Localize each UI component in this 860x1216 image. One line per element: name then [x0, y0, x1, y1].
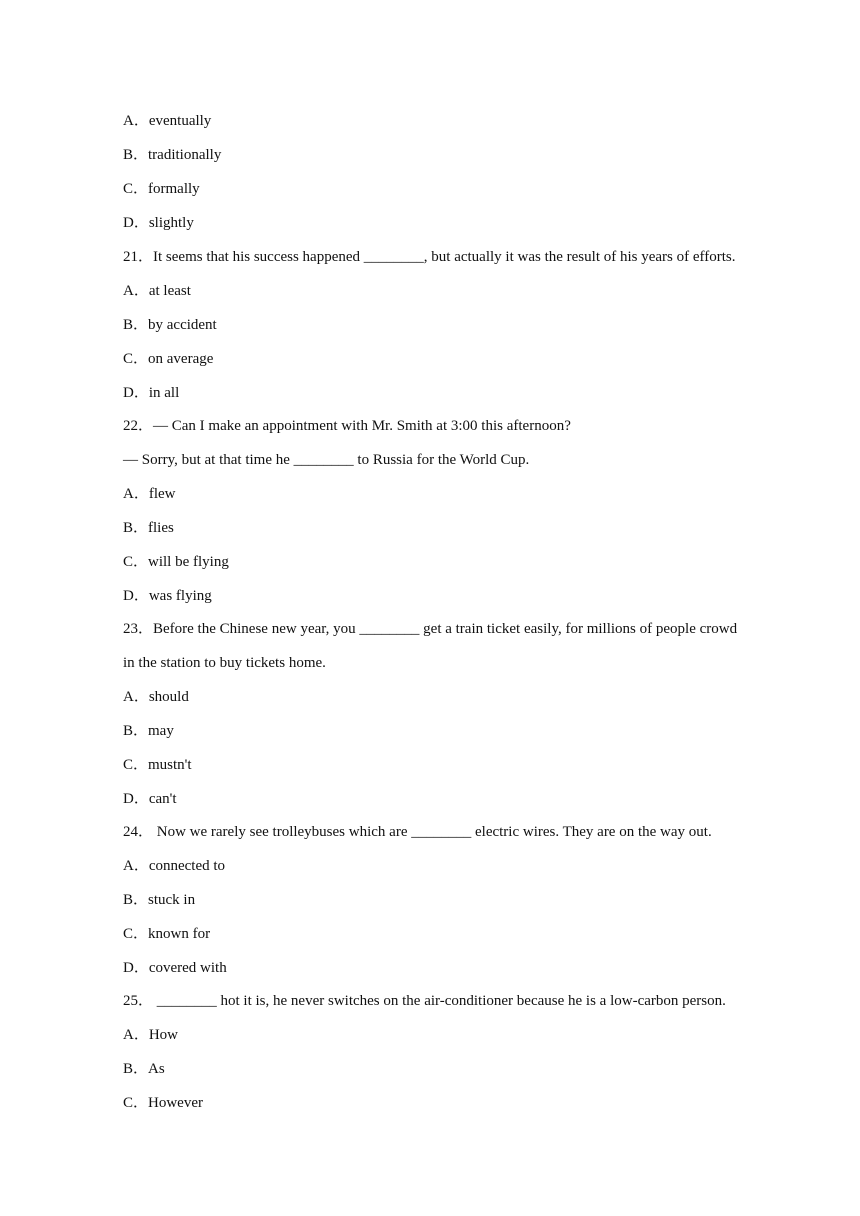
option-b: B．by accident	[123, 317, 217, 333]
option-b: B．traditionally	[123, 147, 222, 163]
option-c: C．However	[123, 1095, 203, 1111]
option-a: A．How	[123, 1027, 178, 1043]
option-a: A．flew	[123, 486, 176, 502]
question-22-stem-reply: — Sorry, but at that time he ________ to Russia for the World Cup.	[123, 452, 530, 468]
option-d: D．slightly	[123, 215, 194, 231]
option-c: C．known for	[123, 926, 211, 942]
option-d: D．can't	[123, 791, 177, 807]
option-c: C．formally	[123, 181, 200, 197]
option-c: C．mustn't	[123, 757, 192, 773]
question-23-stem: 23．Before the Chinese new year, you ________ get a train ticket easily, for millions of people crowd	[123, 621, 738, 637]
question-23-stem-continued: in the station to buy tickets home.	[123, 655, 326, 671]
question-25-stem: 25． ________ hot it is, he never switches on the air-conditioner because he is a low-carbon person.	[123, 993, 726, 1009]
option-a: A．should	[123, 689, 189, 705]
option-c: C．on average	[123, 351, 214, 367]
option-c: C．will be flying	[123, 554, 229, 570]
option-d: D．covered with	[123, 960, 227, 976]
option-a: A．at least	[123, 283, 191, 299]
option-b: B．stuck in	[123, 892, 196, 908]
question-21-stem: 21．It seems that his success happened ________, but actually it was the result of his years of efforts.	[123, 249, 736, 265]
question-24-stem: 24． Now we rarely see trolleybuses which are ________ electric wires. They are on the way out.	[123, 824, 712, 840]
option-d: D．in all	[123, 385, 180, 401]
option-b: B．As	[123, 1061, 165, 1077]
option-b: B．may	[123, 723, 174, 739]
option-d: D．was flying	[123, 588, 212, 604]
question-22-stem: 22．— Can I make an appointment with Mr. Smith at 3:00 this afternoon?	[123, 418, 571, 434]
option-a: A．eventually	[123, 113, 212, 129]
option-b: B．flies	[123, 520, 174, 536]
option-a: A．connected to	[123, 858, 226, 874]
